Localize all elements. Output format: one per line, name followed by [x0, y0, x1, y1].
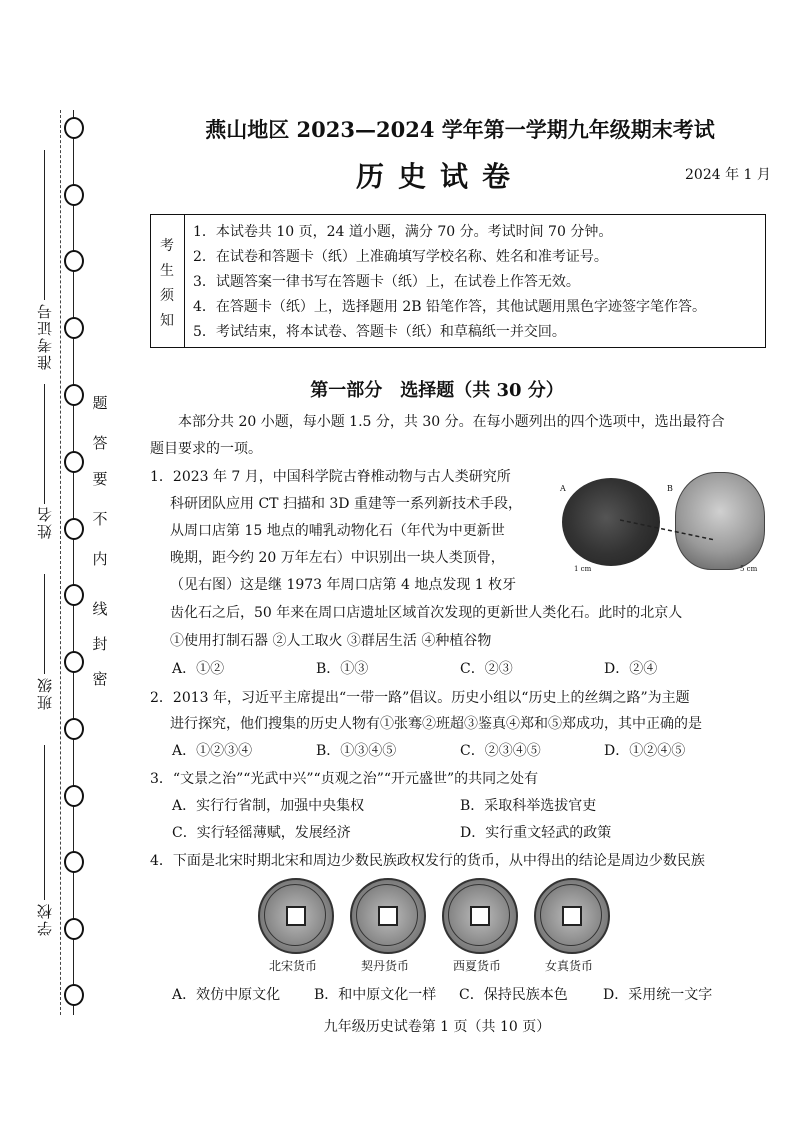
binding-ring [64, 451, 84, 473]
q1-text: 1．2023 年 7 月，中国科学院古脊椎动物与古人类研究所 [150, 469, 511, 485]
notice-item: 1．本试卷共 10 页，24 道小题，满分 70 分。考试时间 70 分钟。 [193, 224, 613, 240]
q2-option-a[interactable]: A．①②③④ [172, 743, 253, 759]
binding-ring [64, 984, 84, 1006]
q1-option-b[interactable]: B．①③ [316, 661, 369, 677]
exam-title: 燕山地区 2023—2024 学年第一学期九年级期末考试 [205, 117, 715, 142]
notice-heading [151, 215, 185, 347]
q2-option-b[interactable]: B．①③④⑤ [316, 743, 397, 759]
q1-text: 科研团队应用 CT 扫描和 3D 重建等一系列新技术手段， [170, 496, 522, 512]
class-line [44, 574, 45, 674]
fossil-label-a: A [560, 484, 566, 493]
q4-option-c[interactable]: C．保持民族本色 [459, 987, 568, 1003]
q3-option-b[interactable]: B．采取科举选拔官吏 [460, 798, 597, 814]
q1-text: 从周口店第 15 地点的哺乳动物化石（年代为中更新世 [170, 523, 505, 539]
q3-option-c[interactable]: C．实行轻徭薄赋，发展经济 [172, 825, 351, 841]
binding-ring [64, 584, 84, 606]
coin-label: 北宋货币 [268, 959, 317, 973]
q1-option-c[interactable]: C．②③ [460, 661, 513, 677]
q4-text: 4．下面是北宋时期北宋和周边少数民族政权发行的货币，从中得出的结论是周边少数民族 [150, 853, 705, 869]
q1-text: 齿化石之后，50 年来在周口店遗址区域首次发现的更新世人类化石。此时的北京人 [170, 605, 683, 621]
binding-ring [64, 718, 84, 740]
q2-option-d[interactable]: D．①②④⑤ [604, 743, 686, 759]
binding-ring [64, 250, 84, 272]
binding-solid-line [73, 110, 74, 1015]
seal-char: 线 [92, 600, 108, 618]
notice-item: 5．考试结束，将本试卷、答题卡（纸）和草稿纸一并交回。 [193, 324, 566, 340]
binding-dashed-line [60, 110, 61, 1015]
seal-char: 不 [92, 510, 108, 528]
fossil-label-b: B [667, 484, 673, 493]
binding-ring [64, 518, 84, 540]
class-label: 班级 [36, 676, 54, 710]
q1-text: 晚期，距今约 20 万年左右）中识别出一块人类顶骨， [170, 550, 505, 566]
seal-char: 密 [92, 670, 108, 688]
seal-char: 内 [92, 550, 108, 568]
coin-image-northern-song [258, 878, 334, 954]
notice-item: 2．在试卷和答题卡（纸）上准确填写学校名称、姓名和准考证号。 [193, 249, 608, 265]
binding-ring [64, 117, 84, 139]
exam-no-line [44, 150, 45, 300]
coin-image-western-xia [442, 878, 518, 954]
q4-option-d[interactable]: D．采用统一文字 [603, 987, 713, 1003]
coin-image-jurchen [534, 878, 610, 954]
binding-ring [64, 184, 84, 206]
notice-item: 4．在答题卡（纸）上，选择题用 2B 铅笔作答，其他试题用黑色字迹签字笔作答。 [193, 299, 707, 315]
candidate-notice-box [150, 214, 766, 348]
school-line [44, 745, 45, 900]
q3-option-a[interactable]: A．实行行省制，加强中央集权 [172, 798, 365, 814]
seal-char: 题 [92, 394, 108, 412]
coin-label: 契丹货币 [360, 959, 409, 973]
q2-option-c[interactable]: C．②③④⑤ [460, 743, 541, 759]
exam-subtitle: 历史试卷 [356, 160, 525, 193]
notice-heading-char: 生 [160, 263, 174, 279]
coin-image-khitan [350, 878, 426, 954]
q2-text: 2．2013 年，习近平主席提出“一带一路”倡议。历史小组以“历史上的丝绸之路”为主题 [150, 690, 690, 706]
exam-date: 2024 年 1 月 [685, 167, 771, 183]
exam-no-label: 准考证号 [36, 302, 54, 370]
q1-option-a[interactable]: A．①② [172, 661, 225, 677]
school-label: 学校 [36, 902, 54, 936]
name-line [44, 384, 45, 504]
q1-text: （见右图）这是继 1973 年周口店第 4 地点发现 1 枚牙 [170, 577, 517, 593]
q3-text: 3．“文景之治”“光武中兴”“贞观之治”“开元盛世”的共同之处有 [150, 771, 539, 787]
q1-text: ①使用打制石器 ②人工取火 ③群居生活 ④种植谷物 [170, 633, 492, 649]
fossil-scale-a: 1 cm [574, 565, 592, 573]
seal-char: 答 [92, 434, 108, 452]
notice-heading-char: 须 [160, 288, 174, 304]
q3-option-d[interactable]: D．实行重文轻武的政策 [460, 825, 612, 841]
fossil-connector [620, 510, 720, 550]
binding-ring [64, 918, 84, 940]
notice-heading-char: 考 [160, 238, 174, 254]
binding-ring [64, 851, 84, 873]
binding-ring [64, 785, 84, 807]
section-intro: 题目要求的一项。 [150, 441, 262, 457]
section-title: 第一部分 选择题（共 30 分） [310, 380, 564, 401]
section-intro: 本部分共 20 小题，每小题 1.5 分，共 30 分。在每小题列出的四个选项中，选出最符合 [178, 414, 725, 430]
notice-item: 3．试题答案一律书写在答题卡（纸）上，在试卷上作答无效。 [193, 274, 580, 290]
seal-char: 要 [92, 470, 108, 488]
fossil-scale-b: 5 cm [740, 565, 758, 573]
binding-ring [64, 651, 84, 673]
binding-ring [64, 317, 84, 339]
notice-heading-char: 知 [160, 313, 174, 329]
seal-char: 封 [92, 635, 108, 653]
name-label: 姓名 [36, 505, 54, 539]
page-footer: 九年级历史试卷第 1 页（共 10 页） [323, 1019, 551, 1035]
q4-option-b[interactable]: B．和中原文化一样 [314, 987, 437, 1003]
coin-label: 女真货币 [544, 959, 593, 973]
q1-option-d[interactable]: D．②④ [604, 661, 658, 677]
q4-option-a[interactable]: A．效仿中原文化 [172, 987, 281, 1003]
coin-label: 西夏货币 [452, 959, 501, 973]
q2-text: 进行探究，他们搜集的历史人物有①张骞②班超③鉴真④郑和⑤郑成功，其中正确的是 [170, 716, 702, 732]
